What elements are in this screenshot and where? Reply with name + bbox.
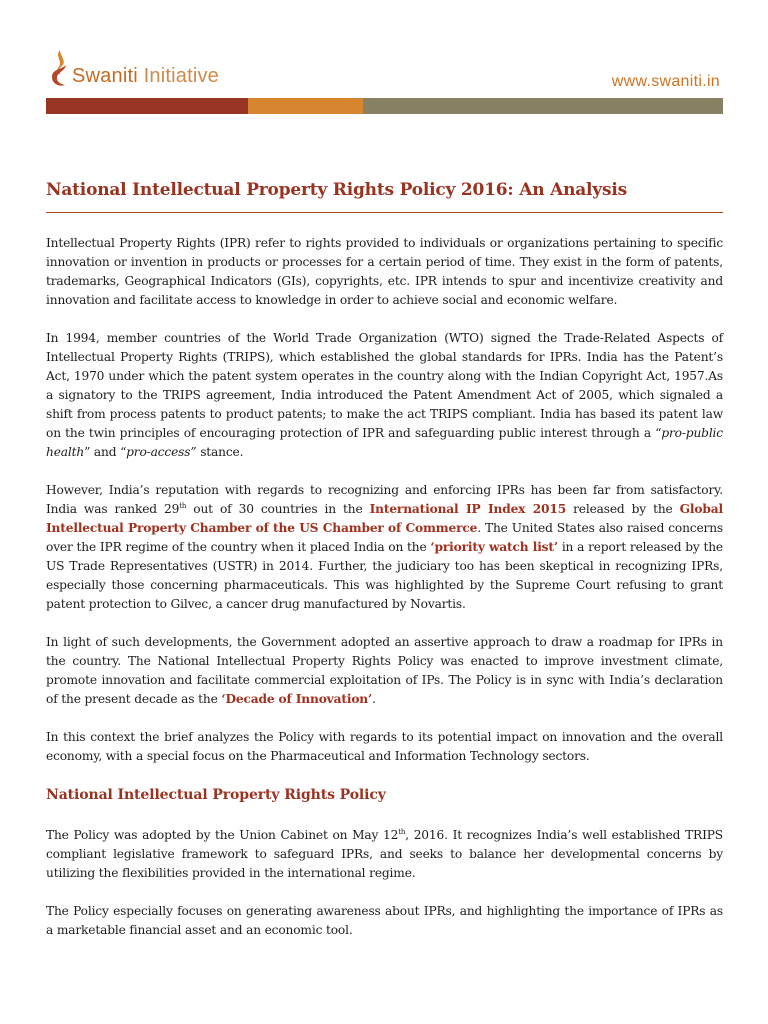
color-bar-segment-orange	[248, 98, 363, 114]
paragraph-trips-history	[46, 329, 723, 462]
highlight-us-chamber: Global Intellectual Property Chamber of the US Chamber of Commerce	[46, 502, 723, 535]
p3-text-a: However, India’s reputation with regards to recognizing and enforcing IPRs has been far from satisfactory. India was ranked 29	[46, 483, 723, 516]
highlight-ip-index: International IP Index 2015	[369, 502, 567, 516]
p3-text-e: in a report released by the US Trade Representatives (USTR) in 2014. Further, the judiciary too has been skeptical in recognizing IPRs, especially those concerning pharmaceuticals. This was highlighted by the Supreme Court refusing to grant patent protection to Gilvec, a cancer drug manufactured by Novartis.	[46, 540, 723, 611]
section-heading: National Intellectual Property Rights Policy	[46, 787, 386, 803]
p3-text-c: released by the	[566, 502, 680, 516]
p2-emphasis-public-health: pro-public health	[46, 426, 723, 459]
s1-text-b: , 2016. It recognizes India’s well established TRIPS compliant legislative framework to safeguard IPRs, and seeks to balance her developmental concerns by utilizing the flexibilities provided in the international regime.	[46, 828, 723, 880]
color-bar-segment-olive	[363, 98, 723, 114]
p3-superscript: th	[179, 501, 187, 510]
paragraph-government-approach	[46, 633, 723, 709]
p4-text-b: .	[372, 692, 376, 706]
p3-text-d: . The United States also raised concerns over the IPR regime of the country when it placed India on the	[46, 521, 723, 554]
p2-text-c: stance.	[196, 445, 244, 459]
header-color-bar	[46, 98, 723, 114]
paragraph-india-reputation	[46, 481, 723, 614]
website-link[interactable]: www.swaniti.in	[611, 73, 720, 90]
p2-emphasis-access: pro-access”	[126, 445, 197, 459]
color-bar-segment-red	[46, 98, 248, 114]
swaniti-logo[interactable]	[46, 48, 219, 90]
highlight-decade-of-innovation: ‘Decade of Innovation’	[221, 692, 373, 706]
paragraph-ipr-definition: Intellectual Property Rights (IPR) refer to rights provided to individuals or organizations pertaining to specific innovation or invention in products or processes for a certain period of time. They exist in the form of patents, trademarks, Geographical Indicators (GIs), copyrights, etc. IPR intends to spur and incentivize creativity and innovation and facilitate access to knowledge in order to achieve social and economic welfare.	[46, 236, 723, 307]
highlight-priority-watch-list: ‘priority watch list’	[430, 540, 558, 554]
paragraph-brief-context: In this context the brief analyzes the Policy with regards to its potential impact on innovation and the overall economy, with a special focus on the Pharmaceutical and Information Technology sectors.	[46, 730, 723, 763]
page-header	[0, 0, 768, 120]
p2-text-b: ” and “	[84, 445, 127, 459]
p3-text-b: out of 30 countries in the	[186, 502, 370, 516]
logo-brand-text: Swaniti	[72, 65, 138, 87]
logo-rest-text: Initiative	[137, 65, 220, 87]
document-title: National Intellectual Property Rights Policy 2016: An Analysis	[46, 180, 627, 200]
paragraph-policy-focus: The Policy especially focuses on generating awareness about IPRs, and highlighting the importance of IPRs as a marketable financial asset and an economic tool.	[46, 904, 723, 937]
p2-text-a: In 1994, member countries of the World Trade Organization (WTO) signed the Trade-Related Aspects of Intellectual Property Rights (TRIPS), which established the global standards for IPRs. India has the Patent’s Act, 1970 under which the patent system operates in the country along with the Indian Copyright Act, 1957.As a signatory to the TRIPS agreement, India introduced the Patent Amendment Act of 2005, which signaled a shift from process patents to product patents; to make the act TRIPS compliant. India has based its patent law on the twin principles of encouraging protection of IPR and safeguarding public interest through a “	[46, 331, 723, 440]
s1-text-a: The Policy was adopted by the Union Cabinet on May 12	[46, 828, 399, 842]
title-divider	[46, 212, 723, 213]
p4-text-a: In light of such developments, the Government adopted an assertive approach to draw a roadmap for IPRs in the country. The National Intellectual Property Rights Policy was enacted to improve investment climate, promote innovation and facilitate commercial exploitation of IPs. The Policy is in sync with India’s declaration of the present decade as the	[46, 635, 723, 706]
document-body	[46, 234, 723, 959]
logo-wordmark	[72, 66, 219, 86]
s1-superscript: th	[398, 827, 406, 836]
flame-logo-icon	[46, 48, 72, 90]
paragraph-policy-adoption	[46, 826, 723, 883]
